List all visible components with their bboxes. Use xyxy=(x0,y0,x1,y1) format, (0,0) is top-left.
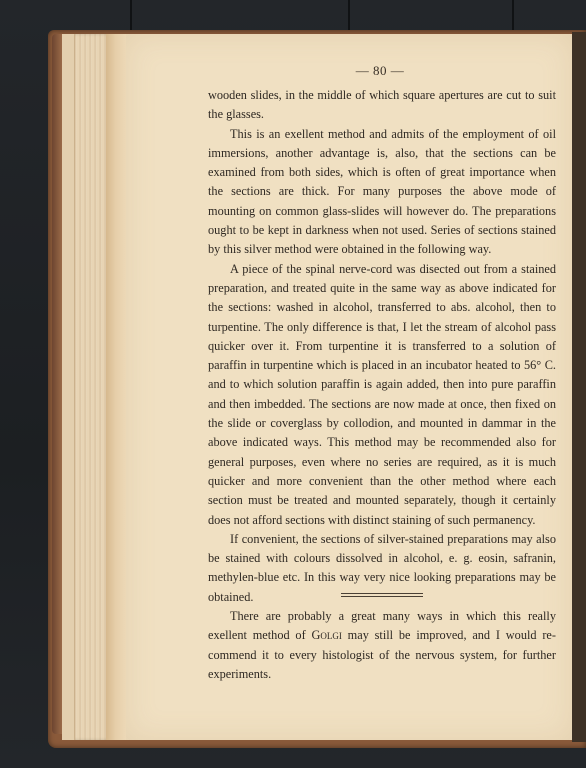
paragraph: A piece of the spinal nerve-cord was disected out from a stained preparation, and treated quite in the same way as above indicated for the sections: washed in alcohol, transferred to abs. alcohol, then to turpentine. The only difference is that, I let the stream of alcohol pass quicker over it. From turpentine it is transferred to a solution of paraffin in turpentine which is placed in an incubator heated to 56° C. and to which solution paraffin is again added, then into pure paraffin and then imbedded. The sections are now made at once, then fixed on the slide or coverglass by collodion, and mounted in dammar in the above indicated ways. This method may be recommended also for general purposes, even where no series are required, as it is much quicker and more convenient than the other method where each section must be treated and mounted separately, though it certainly does not afford sections with distinct staining of such permanency. xyxy=(208,261,556,527)
paragraph xyxy=(208,607,556,684)
paragraph-text: may still be improved, and I would recommend it to every histologist of the nervous system, for further experiments. xyxy=(208,628,557,681)
section-end-rule xyxy=(341,593,423,597)
background-seam xyxy=(130,0,132,30)
page-number: — 80 — xyxy=(355,63,405,78)
paragraph: If convenient, the sections of silver-stained preparations may also be stained with colours dissolved in alcohol, e. g. eosin, safranin, methylen-blue etc. In this way very nice looking preparations may be obtained. xyxy=(208,531,556,604)
page-stack-edge xyxy=(62,34,75,740)
author-name: Golgi xyxy=(311,628,342,643)
book-page-edge xyxy=(572,32,586,742)
paragraph: This is an exellent method and admits of the employment of oil immersions, another advantage is, also, that the sections can be examined from both sides, which is often of great importance when the sections are thick. For many purposes the above mode of mounting on common glass-slides will however do. The preparations ought to be kept in darkness when not used. Series of sections stained by this silver method were obtained in the following way. xyxy=(208,126,556,257)
book-cover-edge xyxy=(52,34,62,734)
background-seam xyxy=(348,0,350,30)
paragraph-text: There are probably a great many ways in which this really exellent method of xyxy=(208,609,556,643)
paragraph: wooden slides, in the middle of which square apertures are cut to suit the glasses. xyxy=(208,88,556,122)
background-seam xyxy=(512,0,514,30)
